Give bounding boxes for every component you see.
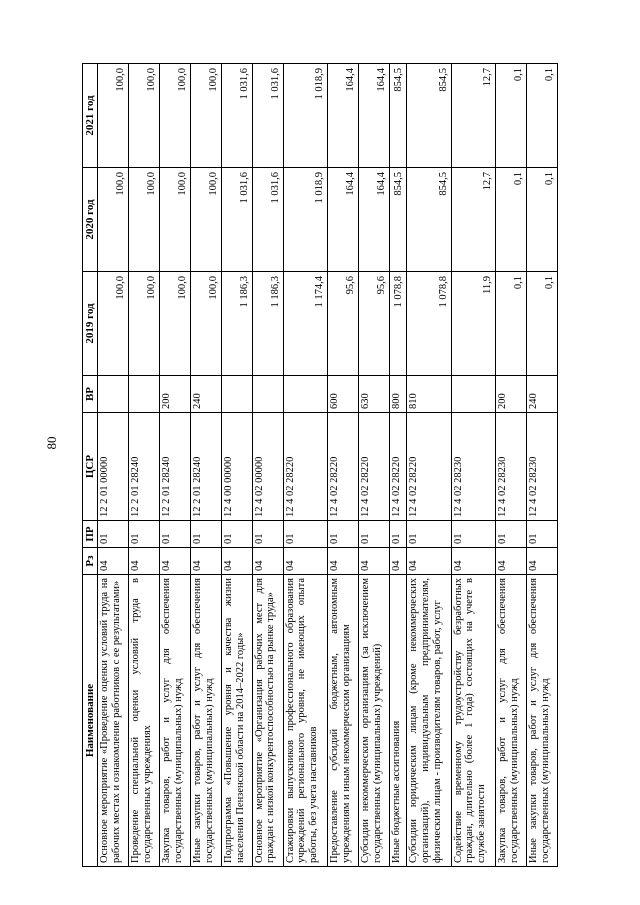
row-pr: 01 (451, 521, 496, 548)
row-2021: 854,5 (389, 64, 406, 168)
row-csr: 12 2 01 28240 (160, 413, 191, 521)
table-row (283, 64, 328, 867)
row-2019: 1 186,3 (252, 272, 283, 376)
row-csr: 12 4 02 28230 (496, 413, 527, 521)
row-csr: 12 4 02 28220 (283, 413, 328, 521)
row-name: Стажировки выпускников профессионального образования учреждений регионального уровня, не имеющих опыта работы, без учета наставников (283, 575, 328, 867)
row-pr: 01 (328, 521, 359, 548)
row-2021: 1 018,9 (283, 64, 328, 168)
row-2021: 100,0 (190, 64, 221, 168)
row-name: Предоставление субсидий бюджетным, автономным учреждениям и иным некоммерческим организациям (328, 575, 359, 867)
row-2020: 12,7 (451, 168, 496, 272)
row-2020: 0,1 (496, 168, 527, 272)
row-2020: 100,0 (190, 168, 221, 272)
row-2020: 164,4 (328, 168, 359, 272)
row-vr: 630 (359, 376, 390, 413)
row-pr: 01 (129, 521, 160, 548)
table-row (328, 64, 359, 867)
table-row (190, 64, 221, 867)
row-name: Проведение специальной оценки условий труда в государственных учреждениях (129, 575, 160, 867)
row-rz: 04 (359, 548, 390, 575)
table-row (160, 64, 191, 867)
row-2019: 0,1 (496, 272, 527, 376)
row-pr: 01 (527, 521, 558, 548)
row-2019: 11,9 (451, 272, 496, 376)
row-pr: 01 (160, 521, 191, 548)
row-2019: 95,6 (359, 272, 390, 376)
row-pr: 01 (221, 521, 252, 548)
header-csr: ЦСР (83, 413, 98, 521)
row-name: Подпрограмма «Повышение уровня и качества жизни населения Пензенской области на 2014–2022 годы» (221, 575, 252, 867)
row-2019: 100,0 (160, 272, 191, 376)
page-number: 80 (44, 436, 59, 450)
header-pr: ПР (83, 521, 98, 548)
header-vr: ВР (83, 376, 98, 413)
row-rz: 04 (407, 548, 452, 575)
row-name: Иные закупки товаров, работ и услуг для обеспечения государственных (муниципальных) нужд (190, 575, 221, 867)
row-csr: 12 4 02 28230 (527, 413, 558, 521)
rotated-table-container (82, 64, 558, 867)
row-pr: 01 (407, 521, 452, 548)
row-2021: 164,4 (359, 64, 390, 168)
row-csr: 12 4 02 28220 (407, 413, 452, 521)
row-vr: 800 (389, 376, 406, 413)
header-name: Наименование (83, 575, 98, 867)
row-2021: 854,5 (407, 64, 452, 168)
row-rz: 04 (252, 548, 283, 575)
row-name: Иные бюджетные ассигнования (389, 575, 406, 867)
row-vr: 200 (160, 376, 191, 413)
row-2019: 1 078,8 (407, 272, 452, 376)
row-csr: 12 4 02 28220 (389, 413, 406, 521)
header-2020: 2020 год (83, 168, 98, 272)
row-2020: 0,1 (527, 168, 558, 272)
row-name: Содействие временному трудоустройству безработных граждан, длительно (более 1 года) состоящих на учете в службе занятости (451, 575, 496, 867)
budget-table (82, 63, 558, 867)
row-vr: 240 (527, 376, 558, 413)
row-csr: 12 2 01 28240 (129, 413, 160, 521)
row-name: Субсидии некоммерческим организациям (за исключением государственных (муниципальных) учреждений) (359, 575, 390, 867)
row-vr: 200 (496, 376, 527, 413)
row-vr (221, 376, 252, 413)
row-2020: 100,0 (129, 168, 160, 272)
row-pr: 01 (252, 521, 283, 548)
row-name: Закупка товаров, работ и услуг для обеспечения государственных (муниципальных) нужд (496, 575, 527, 867)
table-row (451, 64, 496, 867)
row-pr: 01 (98, 521, 129, 548)
row-2021: 100,0 (160, 64, 191, 168)
row-2021: 1 031,6 (221, 64, 252, 168)
row-2019: 95,6 (328, 272, 359, 376)
row-2021: 0,1 (527, 64, 558, 168)
row-vr: 240 (190, 376, 221, 413)
row-vr (98, 376, 129, 413)
row-2021: 1 031,6 (252, 64, 283, 168)
row-2020: 1 031,6 (252, 168, 283, 272)
row-rz: 04 (221, 548, 252, 575)
row-2020: 1 018,9 (283, 168, 328, 272)
table-row (527, 64, 558, 867)
row-rz: 04 (328, 548, 359, 575)
row-rz: 04 (190, 548, 221, 575)
row-pr: 01 (496, 521, 527, 548)
row-csr: 12 2 01 28240 (190, 413, 221, 521)
table-row (389, 64, 406, 867)
row-name: Закупка товаров, работ и услуг для обеспечения государственных (муниципальных) нужд (160, 575, 191, 867)
header-2019: 2019 год (83, 272, 98, 376)
row-2021: 0,1 (496, 64, 527, 168)
row-2019: 1 078,8 (389, 272, 406, 376)
row-pr: 01 (359, 521, 390, 548)
row-name: Основное мероприятие «Организация рабочих мест для граждан с низкой конкурентоспособностью на рынке труда» (252, 575, 283, 867)
table-row (496, 64, 527, 867)
row-rz: 04 (527, 548, 558, 575)
row-vr (451, 376, 496, 413)
row-vr (252, 376, 283, 413)
row-pr: 01 (190, 521, 221, 548)
row-2020: 164,4 (359, 168, 390, 272)
row-2021: 100,0 (98, 64, 129, 168)
row-vr (129, 376, 160, 413)
header-rz: Рз (83, 548, 98, 575)
row-2019: 0,1 (527, 272, 558, 376)
table-row (98, 64, 129, 867)
row-rz: 04 (283, 548, 328, 575)
table-header-row (83, 64, 98, 867)
row-2021: 12,7 (451, 64, 496, 168)
table-row (359, 64, 390, 867)
row-2019: 100,0 (190, 272, 221, 376)
header-2021: 2021 год (83, 64, 98, 168)
table-row (129, 64, 160, 867)
row-csr: 12 4 02 00000 (252, 413, 283, 521)
table-row (407, 64, 452, 867)
row-name: Иные закупки товаров, работ и услуг для обеспечения государственных (муниципальных) нужд (527, 575, 558, 867)
row-2020: 854,5 (389, 168, 406, 272)
row-vr (283, 376, 328, 413)
row-csr: 12 4 02 28230 (451, 413, 496, 521)
row-rz: 04 (160, 548, 191, 575)
row-pr: 01 (283, 521, 328, 548)
row-2020: 854,5 (407, 168, 452, 272)
row-name: Субсидии юридическим лицам (кроме некоммерческих организаций), индивидуальным предпринимателям, физическим лицам - производителям товаров, работ, услуг (407, 575, 452, 867)
row-name: Основное мероприятие «Проведение оценки условий труда на рабочих местах и ознакомление работников с ее результатами» (98, 575, 129, 867)
row-pr: 01 (389, 521, 406, 548)
row-csr: 12 4 02 28220 (359, 413, 390, 521)
row-rz: 04 (389, 548, 406, 575)
row-csr: 12 2 01 00000 (98, 413, 129, 521)
table-row (221, 64, 252, 867)
row-rz: 04 (451, 548, 496, 575)
row-2021: 164,4 (328, 64, 359, 168)
row-rz: 04 (129, 548, 160, 575)
row-2019: 100,0 (129, 272, 160, 376)
row-2019: 1 174,4 (283, 272, 328, 376)
row-2021: 100,0 (129, 64, 160, 168)
row-rz: 04 (496, 548, 527, 575)
row-vr: 600 (328, 376, 359, 413)
row-csr: 12 4 00 00000 (221, 413, 252, 521)
row-2019: 100,0 (98, 272, 129, 376)
row-csr: 12 4 02 28220 (328, 413, 359, 521)
row-2020: 100,0 (98, 168, 129, 272)
row-rz: 04 (98, 548, 129, 575)
row-2020: 1 031,6 (221, 168, 252, 272)
row-2020: 100,0 (160, 168, 191, 272)
row-2019: 1 186,3 (221, 272, 252, 376)
table-row (252, 64, 283, 867)
row-vr: 810 (407, 376, 452, 413)
